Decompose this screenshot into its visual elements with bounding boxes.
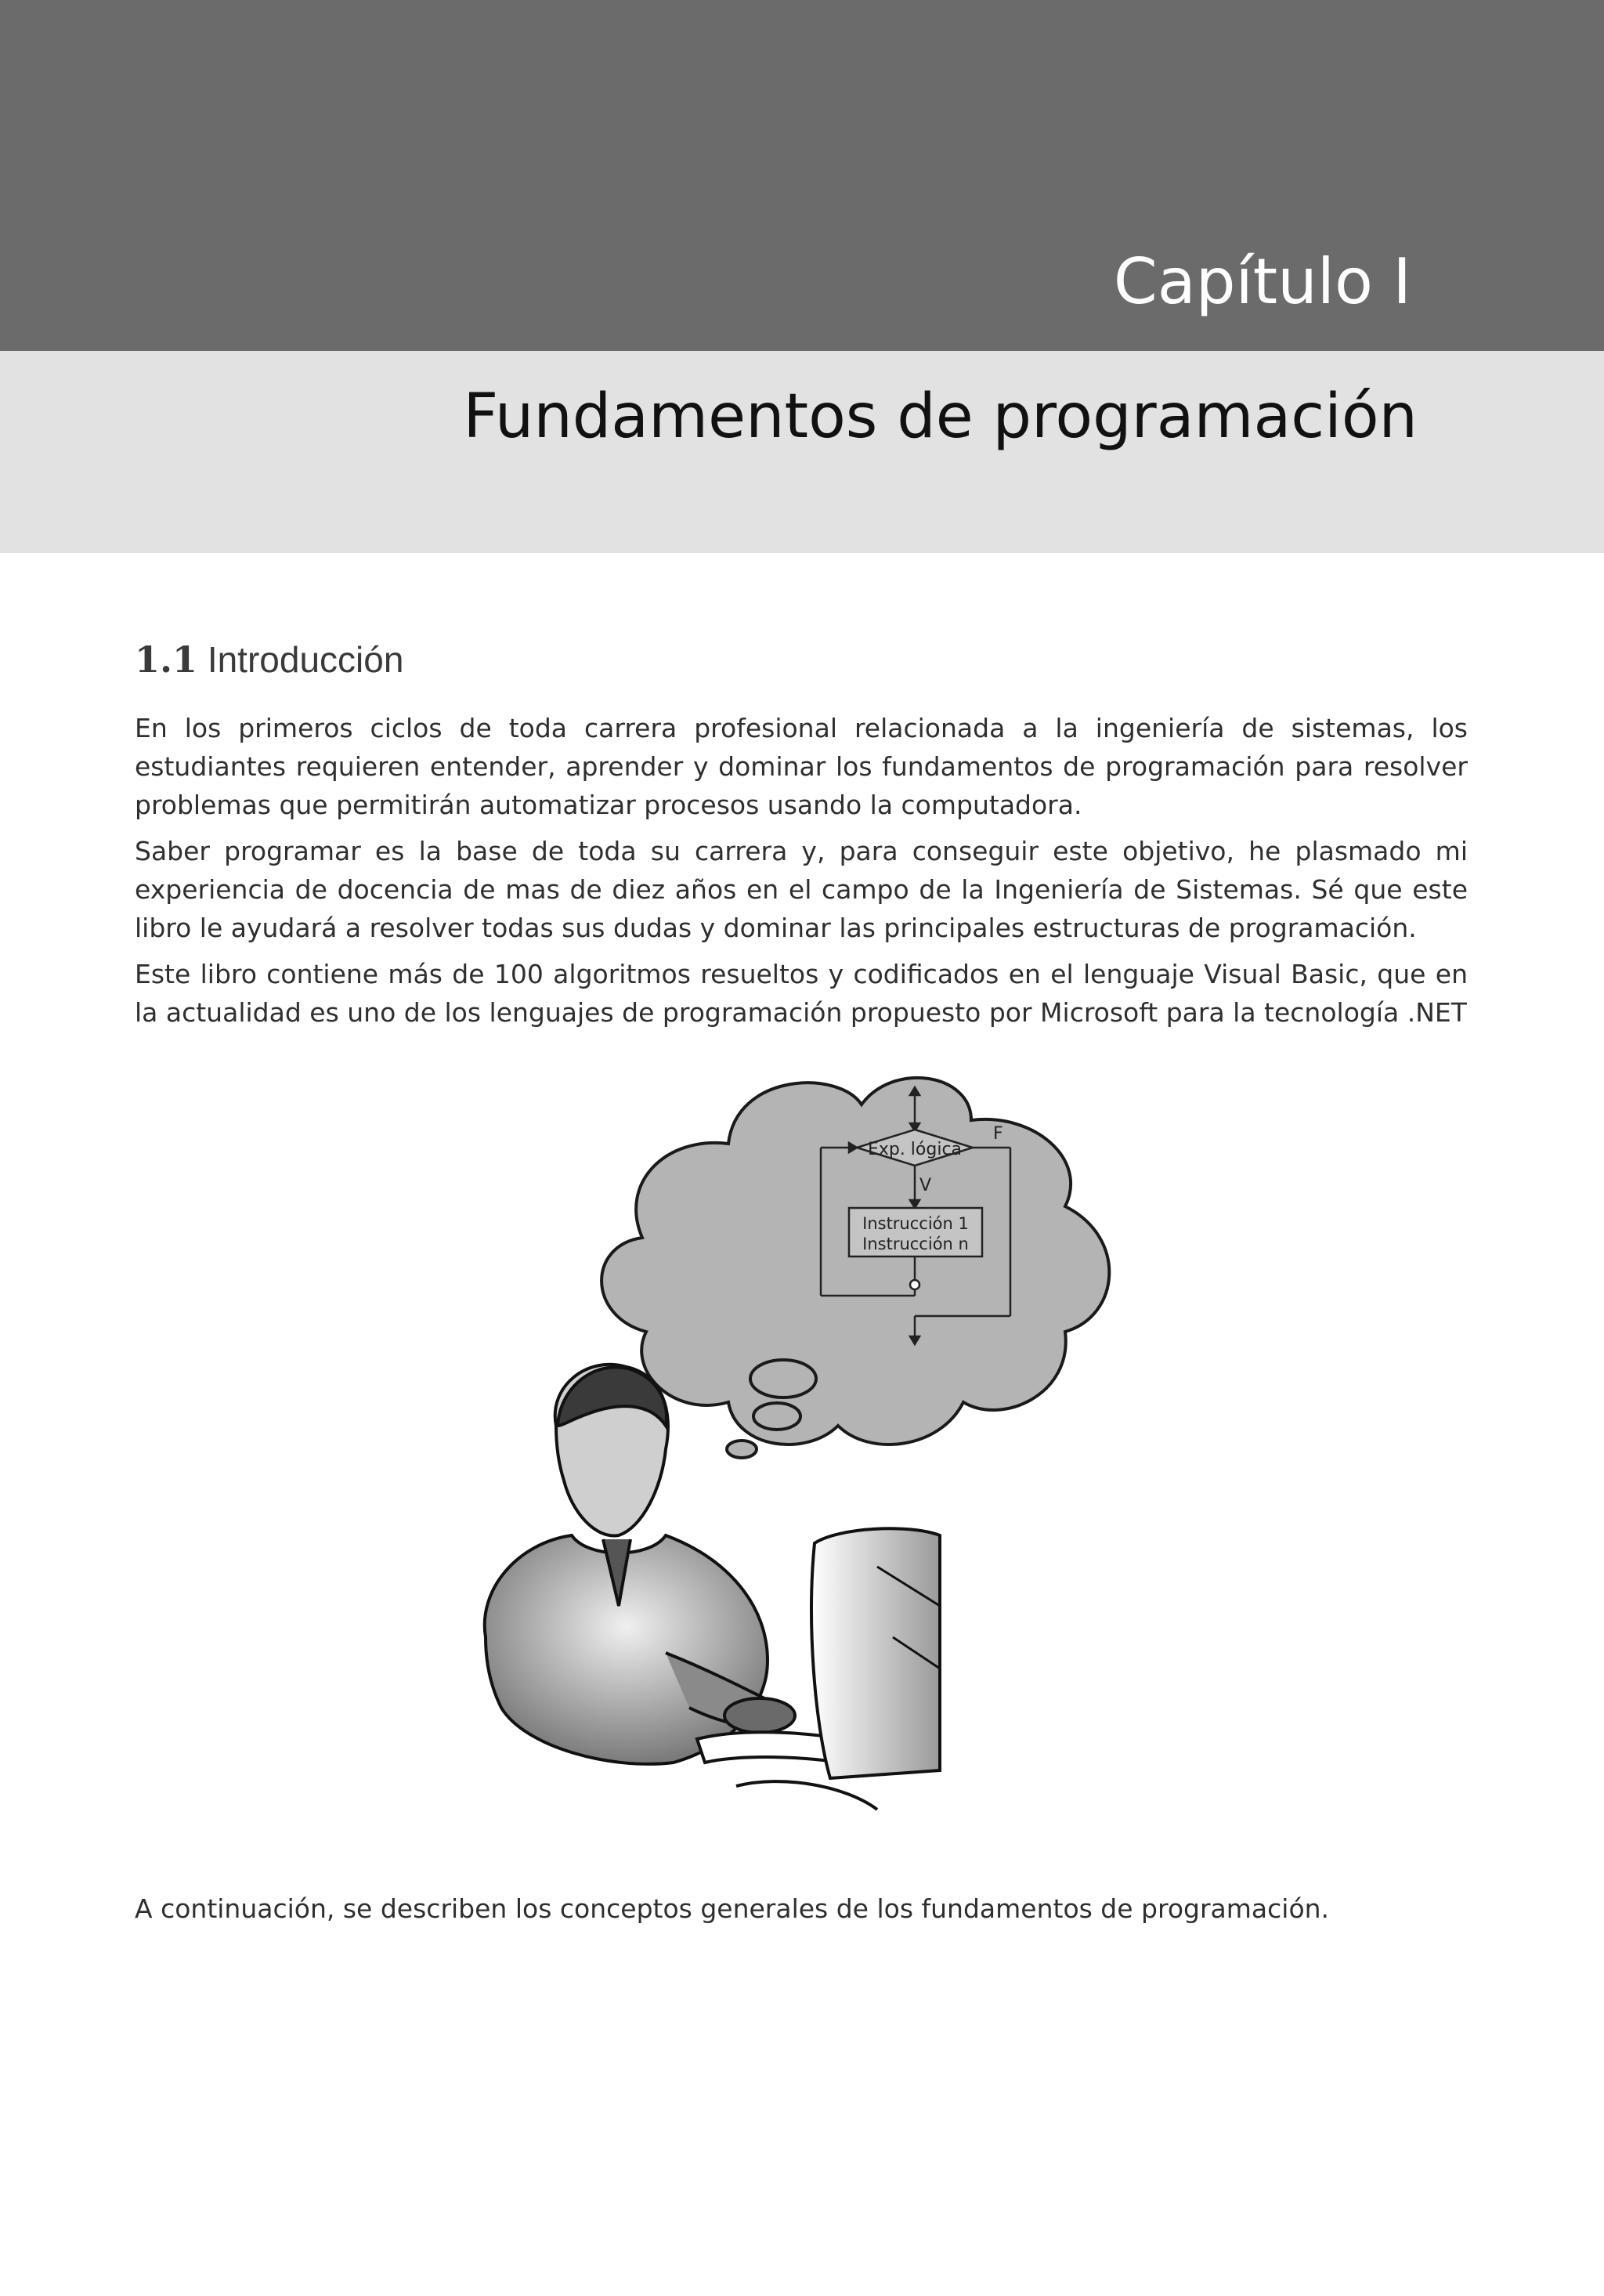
true-label: V bbox=[919, 1176, 932, 1195]
thought-cloud bbox=[602, 1078, 1109, 1458]
paragraph-experience: Saber programar es la base de toda su carrera y, para conseguir este objetivo, he plasmado mi experiencia de docencia de mas de diez años en el campo de la Ingeniería de Sistemas. Sé que este libro le ayudará a resolver todas sus dudas y dominar las principales estructuras de programación. bbox=[135, 836, 1468, 943]
instruction-first-label: Instrucción 1 bbox=[862, 1214, 969, 1233]
section-number: 1.1 bbox=[135, 638, 198, 681]
section-title: Introducción bbox=[207, 639, 404, 680]
false-label: F bbox=[993, 1124, 1003, 1144]
connector-circle bbox=[910, 1280, 919, 1289]
paragraph-book-content: Este libro contiene más de 100 algoritmos resueltos y codificados en el lenguaje Visual Basic, que en la actualidad es uno de los lenguajes de programación propuesto por Microsoft para la tecnología .NET bbox=[135, 959, 1468, 1028]
condition-label: Exp. lógica bbox=[867, 1140, 963, 1159]
chapter-title: Fundamentos de programación bbox=[463, 381, 1418, 452]
section-heading bbox=[135, 638, 403, 681]
chapter-label: Capítulo I bbox=[1113, 245, 1411, 318]
instruction-last-label: Instrucción n bbox=[862, 1235, 969, 1253]
programmer-illustration bbox=[470, 1058, 1136, 1857]
paragraph-intro: En los primeros ciclos de toda carrera profesional relacionada a la ingeniería de sistemas, los estudiantes requieren entender, aprender y dominar los fundamentos de programación para resolver problemas que permitirán automatizar procesos usando la computadora. bbox=[135, 713, 1468, 820]
paragraph-continuation: A continuación, se describen los conceptos generales de los fundamentos de programación. bbox=[135, 1893, 1330, 1924]
